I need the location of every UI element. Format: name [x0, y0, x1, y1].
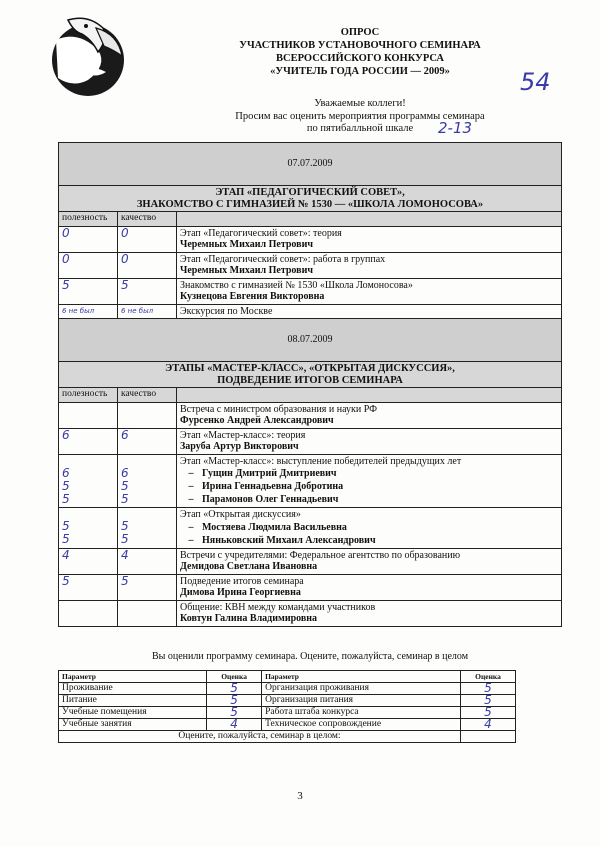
speaker-name: Мостяева Людмила Васильевна: [202, 521, 347, 533]
event-row: [59, 226, 562, 252]
mark-usefulness[interactable]: 0: [59, 226, 118, 252]
bullet-dash: –: [188, 494, 194, 505]
param-label: Питание: [59, 695, 207, 707]
event-title: Встречи с учредителями: Федеральное агентство по образованию: [180, 549, 461, 561]
speaker-item: [180, 534, 558, 547]
event-person: Ковтун Галина Владимировна: [180, 613, 318, 624]
event-title: Этап «Мастер-класс»: выступление победителей предыдущих лет: [180, 455, 462, 467]
event-person: Черемных Михаил Петрович: [180, 239, 313, 250]
event-row: [59, 428, 562, 454]
mark-quality[interactable]: 5: [121, 478, 129, 493]
param-header: Параметр: [262, 671, 461, 683]
param-row: [59, 707, 516, 719]
mark-quality-group[interactable]: [118, 454, 177, 508]
header-line: ВСЕРОССИЙСКОГО КОНКУРСА: [275, 53, 445, 64]
param-score[interactable]: 4: [461, 719, 516, 731]
event-title: Этап «Педагогический совет»: теория: [180, 227, 342, 239]
speaker-name: Ирина Геннадьевна Добротина: [202, 481, 344, 492]
mark-quality[interactable]: 6: [121, 465, 129, 480]
stage-title: [59, 186, 562, 212]
mark-quality[interactable]: 5: [118, 278, 177, 304]
mark-quality[interactable]: 6: [118, 428, 177, 454]
mark-usefulness-group[interactable]: [59, 454, 118, 508]
param-score[interactable]: 5: [461, 695, 516, 707]
mark-quality[interactable]: 5: [121, 519, 129, 533]
bullet-dash: –: [188, 521, 194, 533]
summary-text: Вы оценили программу семинара. Оцените, пожалуйста, семинар в целом: [151, 651, 469, 662]
mark-usefulness[interactable]: [59, 402, 118, 428]
col-header-quality: качество: [118, 388, 177, 403]
col-header-quality: качество: [118, 212, 177, 227]
event-title: Этап «Мастер-класс»: теория: [180, 429, 306, 441]
stage-title-line: ЭТАПЫ «МАСТЕР-КЛАСС», «ОТКРЫТАЯ ДИСКУССИЯ»,: [165, 363, 455, 374]
mark-quality[interactable]: 5: [118, 574, 177, 600]
event-row: [59, 252, 562, 278]
mark-usefulness[interactable]: 5: [62, 478, 70, 493]
mark-usefulness[interactable]: 6: [62, 465, 70, 480]
mark-quality[interactable]: 5: [121, 491, 129, 506]
event-row: [59, 304, 562, 319]
mark-usefulness-group[interactable]: [59, 508, 118, 549]
speaker-item: [180, 493, 558, 506]
param-score[interactable]: 5: [461, 707, 516, 719]
event-title: Подведение итогов семинара: [180, 575, 304, 587]
param-score[interactable]: 4: [207, 719, 262, 731]
param-score[interactable]: 5: [461, 683, 516, 695]
bullet-dash: –: [188, 468, 194, 479]
event-title: Этап «Педагогический совет»: работа в группах: [180, 253, 386, 265]
param-label: Проживание: [59, 683, 207, 695]
speaker-item: [180, 467, 558, 480]
event-row: [59, 548, 562, 574]
event-person: Димова Ирина Георгиевна: [180, 587, 301, 598]
col-header-event: [177, 388, 562, 403]
header-line: УЧАСТНИКОВ УСТАНОВОЧНОГО СЕМИНАРА: [239, 40, 481, 51]
event-title: Этап «Открытая дискуссия»: [180, 509, 301, 520]
mark-quality[interactable]: 0: [118, 226, 177, 252]
mark-usefulness[interactable]: 5: [62, 532, 70, 546]
mark-usefulness[interactable]: 6: [59, 428, 118, 454]
header-line: «УЧИТЕЛЬ ГОДА РОССИИ — 2009»: [270, 66, 450, 77]
event-person: Демидова Светлана Ивановна: [180, 561, 318, 572]
param-header: Параметр: [59, 671, 207, 683]
mark-usefulness[interactable]: 4: [59, 548, 118, 574]
mark-usefulness[interactable]: 5: [59, 574, 118, 600]
speaker-item: [180, 521, 558, 534]
intro-greeting: Уважаемые коллеги!: [314, 98, 406, 109]
mark-quality[interactable]: [118, 402, 177, 428]
handwritten-page-number: 54: [520, 68, 551, 96]
event-row: [59, 402, 562, 428]
param-label: Организация проживания: [262, 683, 461, 695]
event-title: Знакомство с гимназией № 1530 «Школа Ломоносова»: [180, 279, 413, 291]
mark-quality[interactable]: 5: [121, 532, 129, 546]
stage-title-line: ЗНАКОМСТВО С ГИМНАЗИЕЙ № 1530 — «ШКОЛА ЛОМОНОСОВА»: [136, 198, 484, 210]
stage-title-line: ПОДВЕДЕНИЕ ИТОГОВ СЕМИНАРА: [217, 374, 403, 386]
intro-request: Просим вас оценить мероприятия программы семинара: [235, 110, 485, 122]
header-line: ОПРОС: [340, 27, 380, 38]
score-header: Оценка: [461, 671, 516, 683]
speaker-name: Гущин Дмитрий Дмитриевич: [202, 468, 337, 479]
event-title: Экскурсия по Москве: [180, 305, 273, 317]
bullet-dash: –: [188, 481, 194, 492]
evaluation-table: [58, 142, 562, 627]
parameters-table: [58, 670, 516, 743]
param-row: [59, 719, 516, 731]
event-row: [59, 508, 562, 549]
stage-title: [59, 362, 562, 388]
intro-scale: по пятибалльной шкале: [306, 123, 414, 134]
overall-score[interactable]: [461, 731, 516, 743]
intro-text: [150, 98, 570, 136]
speaker-name: Парамонов Олег Геннадьевич: [202, 494, 339, 505]
page-number: 3: [297, 790, 303, 802]
param-row: [59, 695, 516, 707]
mark-quality[interactable]: 6 не был: [118, 304, 177, 319]
mark-usefulness[interactable]: 5: [62, 519, 70, 533]
param-label: Работа штаба конкурса: [262, 707, 461, 719]
handwritten-code: 2-13: [438, 119, 473, 137]
day-date: 07.07.2009: [59, 143, 562, 186]
param-label: Учебные помещения: [59, 707, 207, 719]
param-label: Техническое сопровождение: [262, 719, 461, 731]
event-person: Кузнецова Евгения Викторовна: [180, 291, 325, 302]
speaker-name: Няньковский Михаил Александрович: [202, 534, 376, 546]
mark-quality[interactable]: 4: [118, 548, 177, 574]
event-row: [59, 600, 562, 626]
mark-usefulness[interactable]: 0: [59, 252, 118, 278]
mark-usefulness[interactable]: 5: [59, 278, 118, 304]
col-header-usefulness: полезность: [59, 388, 118, 403]
event-title: Общение: КВН между командами участников: [180, 601, 376, 613]
mark-quality[interactable]: [118, 600, 177, 626]
survey-header: [150, 26, 570, 78]
event-row: [59, 454, 562, 508]
mark-usefulness[interactable]: [59, 600, 118, 626]
pelican-logo: [48, 10, 128, 102]
param-row: [59, 683, 516, 695]
col-header-event: [177, 212, 562, 227]
mark-quality[interactable]: 0: [118, 252, 177, 278]
day-date: 08.07.2009: [59, 319, 562, 362]
param-score[interactable]: 5: [207, 695, 262, 707]
param-score[interactable]: 5: [207, 683, 262, 695]
event-row: [59, 574, 562, 600]
mark-usefulness[interactable]: 5: [62, 491, 70, 506]
param-label: Учебные занятия: [59, 719, 207, 731]
overall-row: [59, 731, 516, 743]
event-title: Встреча с министром образования и науки РФ: [180, 403, 378, 415]
stage-title-line: ЭТАП «ПЕДАГОГИЧЕСКИЙ СОВЕТ»,: [215, 187, 405, 198]
param-score[interactable]: 5: [207, 707, 262, 719]
event-person: Черемных Михаил Петрович: [180, 265, 313, 276]
col-header-usefulness: полезность: [59, 212, 118, 227]
mark-quality-group[interactable]: [118, 508, 177, 549]
event-person: Фурсенко Андрей Александрович: [180, 415, 334, 426]
speaker-item: [180, 480, 558, 493]
param-label: Организация питания: [262, 695, 461, 707]
score-header: Оценка: [207, 671, 262, 683]
mark-usefulness[interactable]: 6 не был: [59, 304, 118, 319]
bullet-dash: –: [188, 534, 194, 546]
overall-label: Оцените, пожалуйста, семинар в целом:: [59, 731, 461, 743]
event-row: [59, 278, 562, 304]
event-person: Заруба Артур Викторович: [180, 441, 299, 452]
